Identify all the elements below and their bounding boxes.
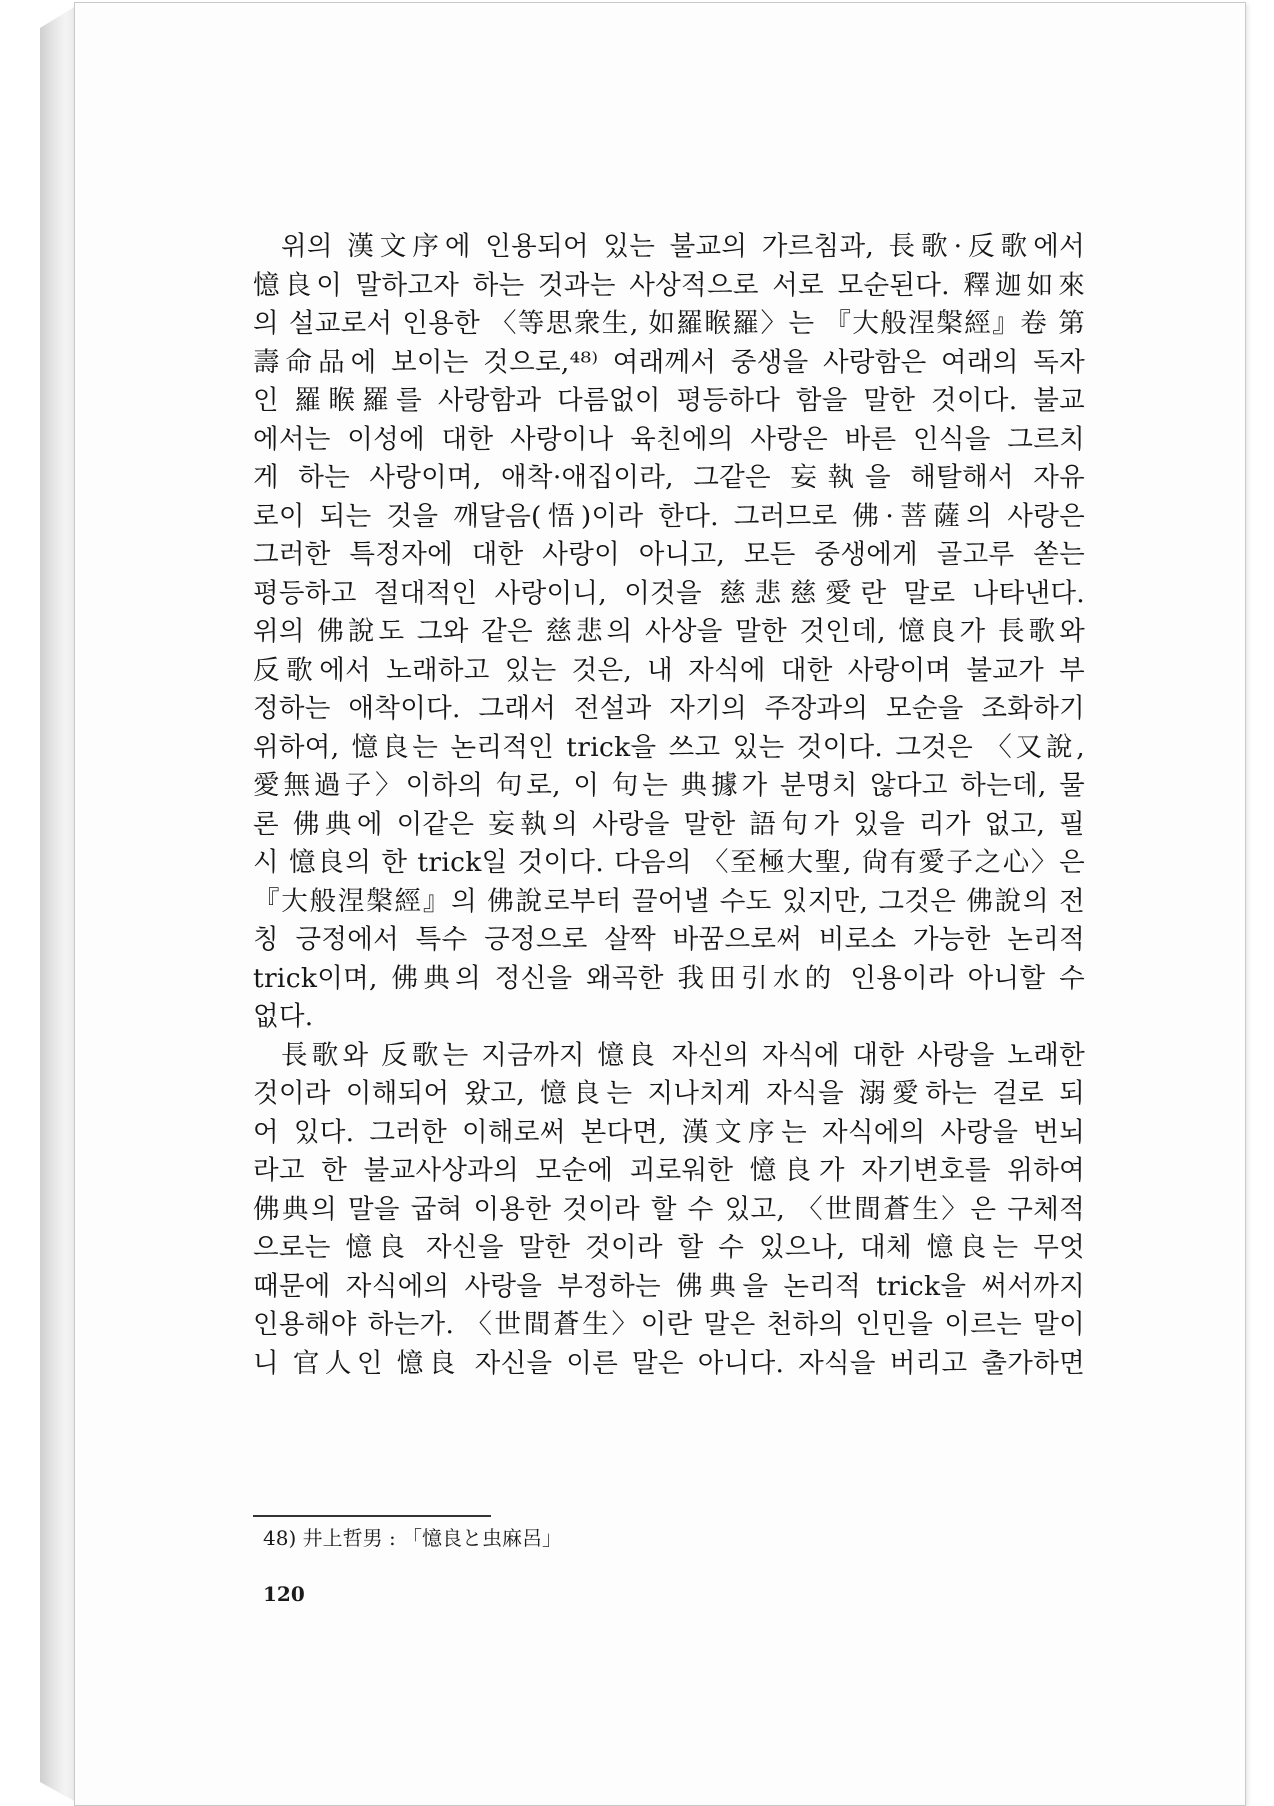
text-line: 위의 佛說도 그와 같은 慈悲의 사상을 말한 것인데, 憶良가 長歌와	[253, 616, 1085, 647]
text-line: 에서는 이성에 대한 사랑이나 육친에의 사랑은 바른 인식을 그르치	[253, 423, 1085, 455]
text-line: 어 있다. 그러한 이해로써 본다면, 漢文序는 자식에의 사랑을 번뇌	[253, 1116, 1085, 1148]
text-line: 라고 한 불교사상과의 모순에 괴로워한 憶良가 자기변호를 위하여	[253, 1155, 1085, 1186]
body-text	[253, 228, 1085, 1383]
footnote: 48) 井上哲男 : 「憶良と虫麻呂」	[263, 1526, 563, 1550]
text-line: 反歌에서 노래하고 있는 것은, 내 자식에 대한 사랑이며 불교가 부	[253, 654, 1085, 686]
text-line: 『大般涅槃經』의 佛說로부터 끌어낼 수도 있지만, 그것은 佛說의 전	[253, 885, 1085, 917]
text-line: trick이며, 佛典의 정신을 왜곡한 我田引水的 인용이라 아니할 수	[253, 962, 1085, 994]
text-line: 시 憶良의 한 trick일 것이다. 다음의 〈至極大聖, 尙有愛子之心〉은	[253, 847, 1085, 878]
text-line: 의 설교로서 인용한 〈等思衆生, 如羅睺羅〉는 『大般涅槃經』卷 第	[253, 308, 1085, 339]
page-number: 120	[263, 1582, 305, 1606]
text-line: 壽命品에 보이는 것으로,⁴⁸⁾ 여래께서 중생을 사랑함은 여래의 독자	[253, 346, 1085, 378]
text-line: 인용해야 하는가. 〈世間蒼生〉이란 말은 천하의 인민을 이르는 말이	[253, 1309, 1085, 1340]
text-line: 愛無過子〉이하의 句로, 이 句는 典據가 분명치 않다고 하는데, 물	[253, 770, 1085, 801]
book-spine-edge	[40, 6, 76, 1802]
text-line: 으로는 憶良 자신을 말한 것이라 할 수 있으나, 대체 憶良는 무엇	[253, 1232, 1085, 1263]
text-line: 憶良이 말하고자 하는 것과는 사상적으로 서로 모순된다. 釋迦如來	[253, 269, 1085, 301]
text-line: 인 羅睺羅를 사랑함과 다름없이 평등하다 함을 말한 것이다. 불교	[253, 385, 1085, 416]
text-line: 없다.	[253, 1001, 314, 1032]
text-line: 때문에 자식에의 사랑을 부정하는 佛典을 논리적 trick을 써서까지	[253, 1270, 1085, 1302]
text-line: 론 佛典에 이같은 妄執의 사랑을 말한 語句가 있을 리가 없고, 필	[253, 808, 1085, 840]
text-line: 로이 되는 것을 깨달음(悟)이라 한다. 그러므로 佛·菩薩의 사랑은	[253, 500, 1085, 532]
text-line: 그러한 특정자에 대한 사랑이 아니고, 모든 중생에게 골고루 쏟는	[253, 539, 1085, 570]
text-line: 위의 漢文序에 인용되어 있는 불교의 가르침과, 長歌·反歌에서	[281, 231, 1085, 262]
text-line: 佛典의 말을 굽혀 이용한 것이라 할 수 있고, 〈世間蒼生〉은 구체적	[253, 1193, 1085, 1225]
text-line: 정하는 애착이다. 그래서 전설과 자기의 주장과의 모순을 조화하기	[253, 693, 1085, 724]
text-line: 니 官人인 憶良 자신을 이른 말은 아니다. 자식을 버리고 출가하면	[253, 1347, 1085, 1379]
text-line: 게 하는 사랑이며, 애착·애집이라, 그같은 妄執을 해탈해서 자유	[253, 462, 1085, 493]
footnote-divider	[253, 1515, 491, 1517]
text-line: 칭 긍정에서 특수 긍정으로 살짝 바꿈으로써 비로소 가능한 논리적	[253, 924, 1085, 955]
text-line: 평등하고 절대적인 사랑이니, 이것을 慈悲慈愛란 말로 나타낸다.	[253, 577, 1085, 609]
text-line: 위하여, 憶良는 논리적인 trick을 쓰고 있는 것이다. 그것은 〈又說,	[253, 731, 1085, 763]
text-line: 것이라 이해되어 왔고, 憶良는 지나치게 자식을 溺愛하는 걸로 되	[253, 1078, 1085, 1109]
text-line: 長歌와 反歌는 지금까지 憶良 자신의 자식에 대한 사랑을 노래한	[281, 1039, 1085, 1071]
